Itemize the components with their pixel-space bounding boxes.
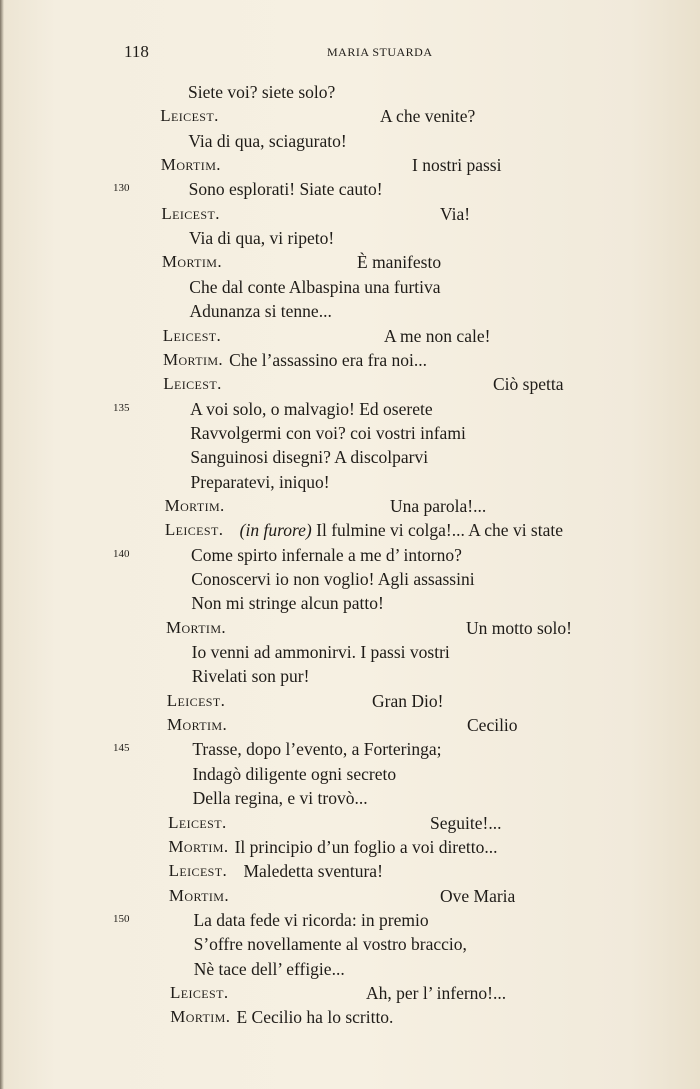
line-text: Ravvolgermi con voi? coi vostri infami	[190, 422, 466, 443]
line-text: Sono esplorati! Siate cauto!	[188, 179, 383, 200]
speaker-name: Leicest.	[164, 520, 224, 540]
line-number: 140	[113, 547, 130, 560]
line-text: Ove Maria	[440, 885, 516, 906]
line-text: I nostri passi	[412, 155, 502, 176]
line-text: Sanguinosi disegni? A discolparvi	[190, 447, 429, 468]
line-text: Rivelati son pur!	[191, 666, 310, 687]
line-text: Preparatevi, iniquo!	[190, 471, 330, 492]
speaker-name: Mortim.	[165, 617, 227, 637]
line-text: Gran Dio!	[372, 690, 444, 711]
line-text: A me non cale!	[384, 325, 491, 346]
line-text: Una parola!...	[390, 495, 487, 516]
line-text: Via di qua, vi ripeto!	[188, 228, 335, 249]
speaker-name: Leicest.	[162, 325, 222, 345]
line-text: Un motto solo!	[466, 617, 572, 638]
speaker-name: Mortim.	[170, 1007, 231, 1027]
line-text: Il fulmine vi colga!... A che vi state	[316, 520, 564, 541]
page-number: 118	[124, 42, 149, 61]
line-text: Trasse, dopo l’evento, a Forteringa;	[192, 739, 442, 760]
line-text: Adunanza si tenne...	[189, 301, 332, 322]
speaker-name: Leicest.	[166, 690, 226, 710]
running-head: MARIA STUARDA	[327, 45, 433, 59]
line-text: Che l’assassino era fra noi...	[229, 349, 427, 370]
speaker-name: Mortim.	[161, 252, 222, 272]
line-text: S’offre novellamente al vostro braccio,	[193, 934, 467, 955]
line-text: Maledetta sventura!	[243, 861, 383, 882]
line-text: E Cecilio ha lo scritto.	[236, 1007, 394, 1028]
line-number: 145	[113, 742, 130, 755]
speaker-name: Leicest.	[160, 106, 219, 126]
line-text: Via di qua, sciagurato!	[188, 130, 347, 151]
speaker-name: Leicest.	[161, 203, 220, 223]
line-text: Seguite!...	[430, 812, 502, 833]
line-text: La data fede vi ricorda: in premio	[193, 909, 429, 930]
speaker-name: Leicest.	[163, 374, 222, 394]
line-text: A che venite?	[380, 106, 476, 127]
line-text: A voi solo, o malvagio! Ed oserete	[190, 398, 433, 419]
line-text: Siete voi? siete solo?	[188, 82, 336, 102]
stage-direction: (in furore)	[239, 520, 312, 541]
speaker-name: Leicest.	[168, 861, 228, 881]
line-text: Come spirto infernale a me d’ intorno?	[191, 544, 462, 565]
line-text: Non mi stringe alcun patto!	[191, 593, 384, 614]
speaker-name: Mortim.	[168, 836, 229, 856]
speaker-name: Leicest.	[168, 812, 227, 832]
speaker-name: Mortim.	[167, 715, 228, 735]
line-text: Ciò spetta	[493, 374, 564, 395]
line-text: Via!	[440, 203, 471, 224]
line-text: Conoscervi io non voglio! Agli assassini	[191, 569, 475, 589]
line-text: Io venni ad ammonirvi. I passi vostri	[191, 642, 450, 663]
line-text: Cecilio	[467, 715, 518, 736]
line-text: Il principio d’un foglio a voi diretto...	[234, 836, 498, 857]
line-number: 130	[113, 182, 130, 195]
line-text: Ah, per l’ inferno!...	[366, 982, 507, 1003]
speaker-name: Mortim.	[162, 349, 224, 369]
speaker-name: Mortim.	[160, 155, 221, 175]
line-text: Indagò diligente ogni secreto	[192, 763, 397, 784]
line-number: 150	[113, 912, 130, 925]
page-edge	[0, 0, 4, 1089]
line-number: 135	[113, 401, 130, 414]
line-text: Nè tace dell’ effigie...	[193, 958, 345, 979]
line-text: Che dal conte Albaspina una furtiva	[189, 276, 441, 297]
speaker-name: Leicest.	[169, 982, 229, 1002]
speaker-name: Mortim.	[164, 495, 225, 515]
line-text: È manifesto	[357, 252, 442, 273]
speaker-name: Mortim.	[168, 885, 230, 905]
line-text: Della regina, e vi trovò...	[192, 788, 368, 809]
